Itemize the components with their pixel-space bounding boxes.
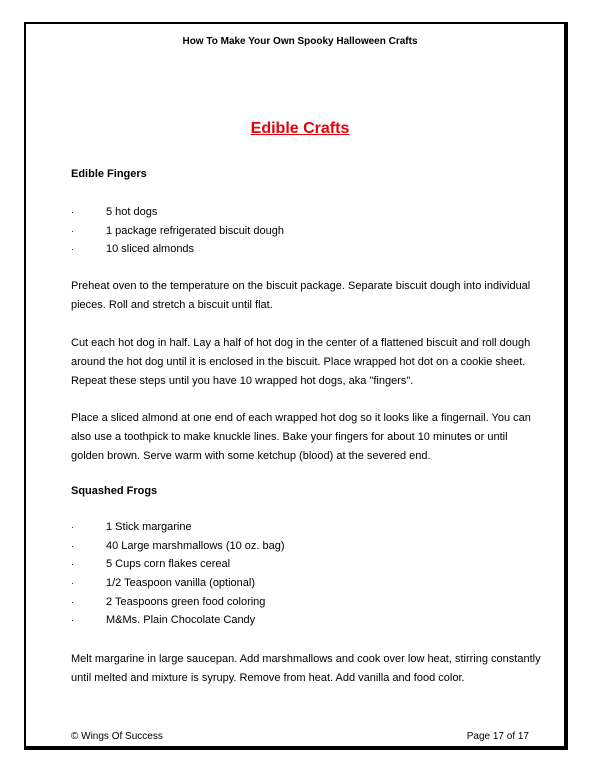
ingredient-text: 1 Stick margarine bbox=[106, 521, 192, 533]
bullet-icon: · bbox=[71, 244, 74, 255]
bullet-icon: · bbox=[71, 540, 74, 551]
ingredient-text: 1/2 Teaspoon vanilla (optional) bbox=[106, 577, 256, 590]
ingredient-text: 5 Cups corn flakes cereal bbox=[106, 558, 231, 571]
footer-page-number: Page 17 of 17 bbox=[466, 731, 529, 742]
ingredient-text: 40 Large marshmallows (10 oz. bag) bbox=[106, 539, 285, 552]
footer-copyright: © Wings Of Success bbox=[71, 731, 163, 742]
bullet-icon: · bbox=[71, 207, 74, 217]
ingredient-text: M&Ms. Plain Chocolate Candy bbox=[106, 614, 256, 627]
instruction-paragraph: Cut each hot dog in half. Lay a half of hot dog in the center of a flattened biscuit and roll dough around the hot dog until it is enclosed in the biscuit. Place wrapped hot dot on a cookie sheet. Repeat these steps until you have 10 wrapped hot dogs, aka "fingers". bbox=[71, 337, 531, 387]
bullet-icon: · bbox=[71, 522, 74, 532]
recipe-title-squashed-frogs: Squashed Frogs bbox=[71, 485, 158, 497]
ingredient-text: 5 hot dogs bbox=[106, 206, 158, 218]
instruction-paragraph: Melt margarine in large saucepan. Add marshmallows and cook over low heat, stirring constantly until melted and mixture is syrupy. Remove from heat. Add vanilla and food color. bbox=[71, 653, 541, 684]
instruction-paragraph: Preheat oven to the temperature on the biscuit package. Separate biscuit dough into individual pieces. Roll and stretch a biscuit until flat. bbox=[71, 280, 531, 311]
section-heading: Edible Crafts bbox=[250, 120, 350, 137]
bullet-icon: · bbox=[71, 225, 74, 236]
bullet-icon: · bbox=[71, 559, 74, 570]
ingredient-text: 2 Teaspoons green food coloring bbox=[106, 595, 266, 608]
bullet-icon: · bbox=[71, 578, 74, 589]
ingredient-text: 1 package refrigerated biscuit dough bbox=[106, 224, 284, 237]
bullet-icon: · bbox=[71, 596, 74, 607]
document-header-title: How To Make Your Own Spooky Halloween Crafts bbox=[182, 36, 418, 47]
instruction-paragraph: Place a sliced almond at one end of each wrapped hot dog so it looks like a fingernail. You can also use a toothpick to make knuckle lines. Bake your fingers for about 10 minutes or until golden brown. Serve warm with some ketchup (blood) at the severed end. bbox=[71, 412, 531, 462]
recipe-title-edible-fingers: Edible Fingers bbox=[71, 168, 147, 180]
bullet-icon: · bbox=[71, 615, 74, 626]
ingredient-text: 10 sliced almonds bbox=[106, 243, 195, 256]
